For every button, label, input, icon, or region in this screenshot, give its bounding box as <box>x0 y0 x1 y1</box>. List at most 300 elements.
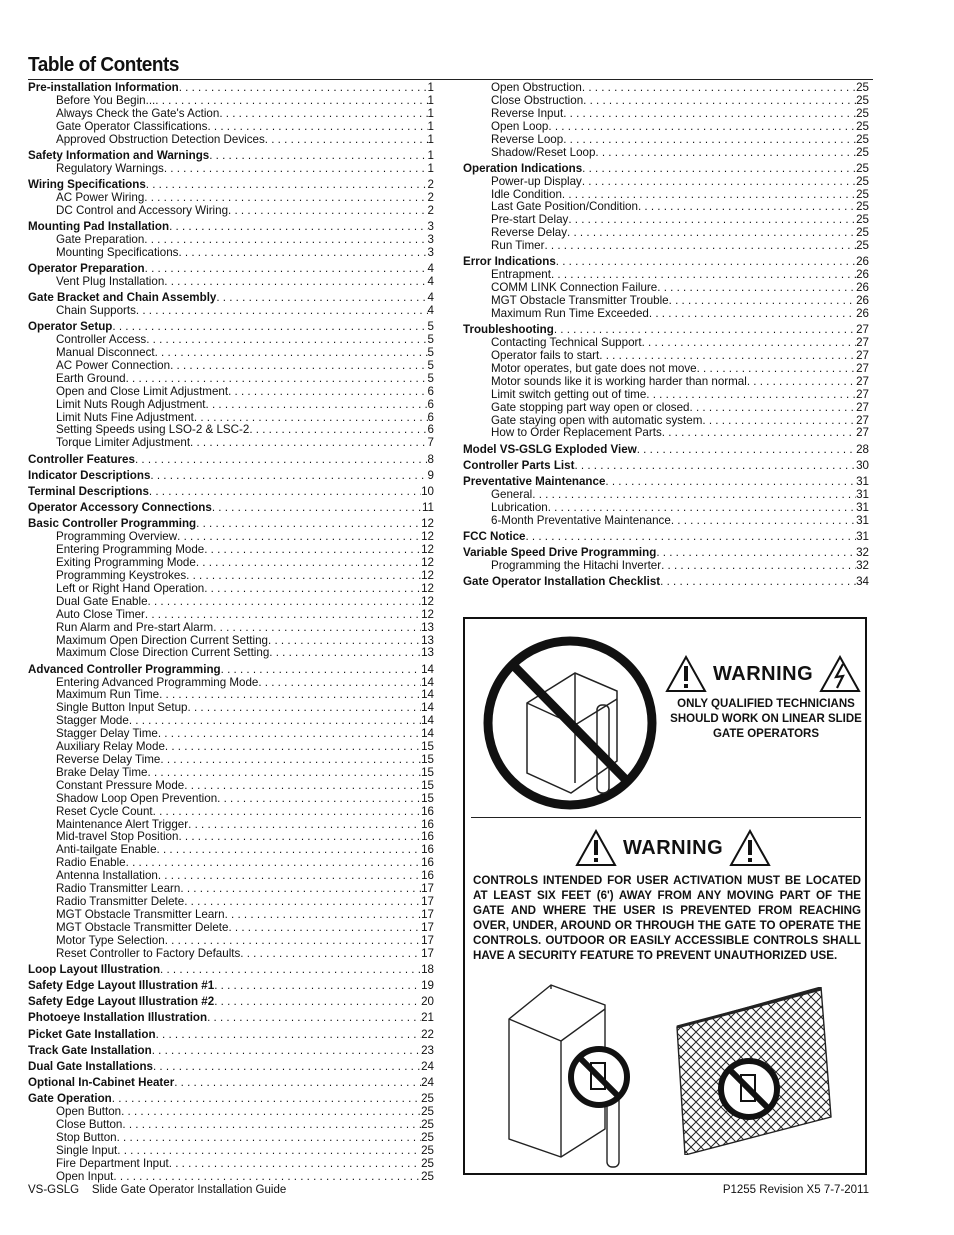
toc-entry-title: Radio Transmitter Learn <box>56 883 181 896</box>
toc-section-heading[interactable] <box>28 1061 434 1074</box>
toc-subentry[interactable] <box>28 108 434 121</box>
warning-word: WARNING <box>623 836 724 859</box>
toc-entry-title: Maximum Run Time <box>56 689 160 702</box>
toc-subentry[interactable] <box>463 337 869 350</box>
toc-leader-dots <box>567 227 856 240</box>
toc-section-heading[interactable] <box>28 454 434 467</box>
toc-leader-dots <box>152 1045 421 1058</box>
toc-subentry[interactable] <box>28 205 434 218</box>
toc-leader-dots <box>156 1029 422 1042</box>
toc-leader-dots <box>574 460 856 473</box>
toc-leader-dots <box>525 531 856 544</box>
toc-subentry[interactable] <box>28 192 434 205</box>
toc-page-number: 15 <box>421 741 434 754</box>
toc-leader-dots <box>126 857 421 870</box>
toc-subentry[interactable] <box>28 909 434 922</box>
toc-subentry[interactable] <box>28 247 434 260</box>
toc-page-number: 17 <box>421 947 434 960</box>
toc-subentry[interactable] <box>28 1132 434 1145</box>
toc-section-heading[interactable] <box>463 547 869 560</box>
toc-subentry[interactable] <box>463 415 869 428</box>
toc-subentry[interactable] <box>28 276 434 289</box>
toc-subentry[interactable] <box>463 402 869 415</box>
toc-leader-dots <box>149 486 421 499</box>
toc-entry-title: Gate Operator Classifications <box>56 120 208 133</box>
toc-section-heading[interactable] <box>28 1077 434 1090</box>
toc-page-number: 21 <box>421 1012 434 1025</box>
toc-subentry[interactable] <box>463 134 869 147</box>
toc-subentry[interactable] <box>28 780 434 793</box>
toc-entry-title: Preventative Maintenance <box>463 476 606 489</box>
toc-leader-dots <box>150 470 427 483</box>
toc-page-number: 2 <box>427 204 434 217</box>
toc-leader-dots <box>155 95 427 108</box>
toc-leader-dots <box>126 373 428 386</box>
toc-page-number: 4 <box>427 292 434 305</box>
toc-subentry[interactable] <box>28 412 434 425</box>
toc-leader-dots <box>144 192 427 205</box>
toc-page-number: 1 <box>427 149 434 162</box>
toc-page-number: 4 <box>427 262 434 275</box>
toc-subentry[interactable] <box>463 95 869 108</box>
toc-entry-title: Maximum Close Direction Current Setting <box>56 647 270 660</box>
toc-page-number: 14 <box>421 728 434 741</box>
toc-entry-title: Maximum Run Time Exceeded <box>491 308 649 320</box>
toc-entry-title: Mid-travel Stop Position <box>56 831 179 844</box>
toc-leader-dots <box>551 269 856 282</box>
toc-entry-title: Antenna Installation <box>56 870 158 883</box>
toc-subentry[interactable] <box>463 121 869 134</box>
toc-section-heading[interactable] <box>463 576 869 589</box>
toc-entry-title: Auxiliary Relay Mode <box>56 741 165 754</box>
toc-section-heading[interactable] <box>28 263 434 276</box>
toc-section-heading[interactable] <box>28 82 434 95</box>
toc-entry-title: Error Indications <box>463 256 556 269</box>
toc-section-heading[interactable] <box>28 964 434 977</box>
toc-page-number: 26 <box>856 308 869 320</box>
toc-subentry[interactable] <box>28 570 434 583</box>
toc-subentry[interactable] <box>28 95 434 108</box>
toc-subentry[interactable] <box>28 596 434 609</box>
toc-subentry[interactable] <box>28 767 434 780</box>
toc-section-heading[interactable] <box>28 470 434 483</box>
toc-section-heading[interactable] <box>28 664 434 677</box>
toc-page-number: 25 <box>421 1132 434 1145</box>
toc-leader-dots <box>165 741 421 754</box>
toc-page-number: 13 <box>421 647 434 660</box>
toc-section-heading[interactable] <box>463 444 869 457</box>
toc-section-heading[interactable] <box>28 996 434 1009</box>
toc-subentry[interactable] <box>463 240 869 253</box>
toc-section-heading[interactable] <box>463 460 869 473</box>
toc-page-number: 1 <box>427 82 434 94</box>
toc-page-number: 12 <box>421 531 434 544</box>
toc-leader-dots <box>662 427 856 440</box>
toc-section-heading[interactable] <box>463 324 869 337</box>
toc-entry-title: Troubleshooting <box>463 324 554 337</box>
toc-page-number: 25 <box>856 188 869 201</box>
toc-leader-dots <box>146 179 428 192</box>
toc-page-number: 15 <box>421 753 434 766</box>
toc-leader-dots <box>582 82 856 95</box>
toc-entry-title: Terminal Descriptions <box>28 485 149 498</box>
toc-leader-dots <box>146 334 427 347</box>
toc-subentry[interactable] <box>28 544 434 557</box>
toc-entry-title: Operator Setup <box>28 321 113 334</box>
toc-subentry[interactable] <box>463 363 869 376</box>
toc-page-number: 1 <box>427 120 434 133</box>
toc-page-number: 4 <box>427 304 434 317</box>
toc-section-heading[interactable] <box>28 1029 434 1042</box>
toc-subentry[interactable] <box>463 308 869 321</box>
toc-section-heading[interactable] <box>28 321 434 334</box>
page-title: Table of Contents <box>28 54 179 76</box>
toc-page-number: 1 <box>427 133 434 146</box>
toc-subentry[interactable] <box>28 121 434 134</box>
warning-header-1 <box>665 655 861 693</box>
toc-subentry[interactable] <box>28 437 434 450</box>
toc-page-number: 1 <box>427 162 434 175</box>
toc-section-heading[interactable] <box>28 502 434 515</box>
toc-entry-title: Programming Keystrokes <box>56 569 187 582</box>
toc-subentry[interactable] <box>463 427 869 440</box>
toc-page-number: 25 <box>856 175 869 188</box>
toc-page-number: 6 <box>427 398 434 411</box>
toc-subentry[interactable] <box>28 234 434 247</box>
toc-section-heading[interactable] <box>28 221 434 234</box>
toc-page-number: 19 <box>421 979 434 992</box>
toc-entry-title: Open Obstruction <box>491 82 582 94</box>
toc-page-number: 34 <box>856 576 869 589</box>
toc-page-number: 25 <box>856 120 869 133</box>
toc-subentry[interactable] <box>28 806 434 819</box>
toc-subentry[interactable] <box>463 350 869 363</box>
toc-leader-dots <box>225 909 421 922</box>
toc-subentry[interactable] <box>28 754 434 767</box>
toc-entry-title: Entering Advanced Programming Mode <box>56 676 259 689</box>
toc-entry-title: Shadow Loop Open Prevention <box>56 792 218 805</box>
toc-entry-title: Motor sounds like it is working harder than normal <box>491 375 747 388</box>
toc-subentry[interactable] <box>28 1171 434 1184</box>
toc-page-number: 17 <box>421 934 434 947</box>
toc-subentry[interactable] <box>28 728 434 741</box>
toc-leader-dots <box>661 560 856 573</box>
toc-page-number: 25 <box>856 240 869 253</box>
toc-leader-dots <box>217 793 421 806</box>
toc-entry-title: Controller Parts List <box>463 459 575 472</box>
toc-leader-dots <box>697 363 857 376</box>
toc-entry-title: AC Power Connection <box>56 359 171 372</box>
toc-page-number: 25 <box>421 1093 434 1106</box>
toc-entry-title: Mounting Pad Installation <box>28 220 170 233</box>
toc-section-heading[interactable] <box>28 1012 434 1025</box>
toc-entry-title: Gate Preparation <box>56 233 145 246</box>
toc-subentry[interactable] <box>28 1158 434 1171</box>
toc-subentry[interactable] <box>28 935 434 948</box>
toc-page-number: 12 <box>421 557 434 570</box>
toc-leader-dots <box>135 454 428 467</box>
toc-entry-title: Radio Transmitter Delete <box>56 895 185 908</box>
toc-leader-dots <box>599 350 856 363</box>
toc-subentry[interactable] <box>28 1119 434 1132</box>
toc-entry-title: Limit Nuts Rough Adjustment <box>56 398 206 411</box>
toc-leader-dots <box>669 295 856 308</box>
toc-section-heading[interactable] <box>28 1045 434 1058</box>
toc-subentry[interactable] <box>28 347 434 360</box>
toc-subentry[interactable] <box>28 424 434 437</box>
toc-subentry[interactable] <box>28 870 434 883</box>
toc-subentry[interactable] <box>28 635 434 648</box>
toc-entry-title: General <box>491 488 533 501</box>
toc-page-number: 28 <box>856 443 869 456</box>
toc-entry-title: DC Control and Accessory Wiring <box>56 204 229 217</box>
toc-page-number: 17 <box>421 883 434 896</box>
toc-entry-title: Open and Close Limit Adjustment <box>56 385 229 398</box>
toc-subentry[interactable] <box>28 831 434 844</box>
toc-entry-title: 6-Month Preventative Maintenance <box>491 514 671 527</box>
footer-right: P1255 Revision X5 7-7-2011 <box>722 1184 869 1196</box>
toc-entry-title: Limit switch getting out of time <box>491 388 647 401</box>
toc-entry-title: Close Button <box>56 1119 123 1132</box>
toc-entry-title: Indicator Descriptions <box>28 469 151 482</box>
toc-leader-dots <box>228 386 427 399</box>
toc-page-number: 25 <box>856 133 869 146</box>
toc-subentry[interactable] <box>463 502 869 515</box>
toc-entry-title: Model VS-GSLG Exploded View <box>463 443 637 456</box>
toc-section-heading[interactable] <box>463 531 869 544</box>
toc-page-number: 24 <box>421 1077 434 1090</box>
warning-divider <box>471 817 861 818</box>
toc-entry-title: Maximum Open Direction Current Setting <box>56 634 268 647</box>
toc-leader-dots <box>240 948 421 961</box>
toc-leader-dots <box>646 389 856 402</box>
toc-subentry[interactable] <box>28 134 434 147</box>
toc-subentry[interactable] <box>28 857 434 870</box>
toc-section-heading[interactable] <box>28 179 434 192</box>
toc-section-heading[interactable] <box>28 486 434 499</box>
toc-entry-title: Chain Supports <box>56 304 136 317</box>
toc-page-number: 25 <box>421 1119 434 1132</box>
toc-entry-title: Programming Overview <box>56 531 178 544</box>
toc-leader-dots <box>657 282 856 295</box>
toc-entry-title: Controller Features <box>28 453 135 466</box>
toc-leader-dots <box>148 596 422 609</box>
toc-page-number: 3 <box>427 220 434 233</box>
toc-page-number: 16 <box>421 818 434 831</box>
toc-page-number: 17 <box>421 908 434 921</box>
toc-leader-dots <box>155 347 428 360</box>
warning-text-1: ONLY QUALIFIED TECHNICIANS SHOULD WORK ON LINEAR SLIDE GATE OPERATORS <box>670 698 862 740</box>
toc-subentry[interactable] <box>28 883 434 896</box>
toc-subentry[interactable] <box>28 334 434 347</box>
toc-page-number: 31 <box>856 501 869 514</box>
toc-subentry[interactable] <box>463 147 869 160</box>
toc-page-number: 31 <box>856 530 869 543</box>
toc-entry-title: Reverse Input <box>491 107 564 120</box>
toc-section-heading[interactable] <box>28 518 434 531</box>
toc-entry-title: Operation Indications <box>463 162 583 175</box>
toc-subentry[interactable] <box>28 531 434 544</box>
toc-page-number: 4 <box>427 275 434 288</box>
toc-subentry[interactable] <box>463 269 869 282</box>
toc-page-number: 15 <box>421 779 434 792</box>
toc-subentry[interactable] <box>28 793 434 806</box>
toc-subentry[interactable] <box>28 819 434 832</box>
toc-leader-dots <box>595 147 856 160</box>
toc-leader-dots <box>169 1158 421 1171</box>
toc-entry-title: Stop Button <box>56 1132 117 1145</box>
toc-page-number: 9 <box>427 469 434 482</box>
toc-entry-title: Programming the Hitachi Inverter <box>491 560 662 573</box>
toc-section-heading[interactable] <box>28 1093 434 1106</box>
toc-subentry[interactable] <box>28 702 434 715</box>
toc-subentry[interactable] <box>28 163 434 176</box>
toc-entry-title: Maintenance Alert Trigger <box>56 818 189 831</box>
toc-subentry[interactable] <box>28 896 434 909</box>
warning-triangle-icon <box>665 655 707 693</box>
toc-entry-title: Approved Obstruction Detection Devices <box>56 133 265 146</box>
toc-subentry[interactable] <box>28 622 434 635</box>
toc-page-number: 2 <box>427 191 434 204</box>
toc-entry-title: Entrapment <box>491 269 551 282</box>
toc-subentry[interactable] <box>28 360 434 373</box>
toc-subentry[interactable] <box>463 176 869 189</box>
toc-page-number: 27 <box>856 414 869 427</box>
toc-page-number: 25 <box>421 1157 434 1170</box>
toc-leader-dots <box>177 531 421 544</box>
toc-entry-title: Gate Bracket and Chain Assembly <box>28 292 217 305</box>
toc-leader-dots <box>190 437 428 450</box>
toc-section-heading[interactable] <box>28 292 434 305</box>
toc-leader-dots <box>194 412 428 425</box>
toc-section-heading[interactable] <box>463 163 869 176</box>
toc-page-number: 17 <box>421 895 434 908</box>
toc-subentry[interactable] <box>463 282 869 295</box>
toc-subentry[interactable] <box>28 609 434 622</box>
toc-subentry[interactable] <box>28 373 434 386</box>
toc-section-heading[interactable] <box>463 256 869 269</box>
toc-subentry[interactable] <box>463 376 869 389</box>
toc-leader-dots <box>144 234 427 247</box>
toc-leader-dots <box>605 476 856 489</box>
toc-entry-title: Reset Controller to Factory Defaults <box>56 947 241 960</box>
toc-leader-dots <box>660 576 856 589</box>
toc-subentry[interactable] <box>28 583 434 596</box>
toc-subentry[interactable] <box>28 741 434 754</box>
toc-subentry[interactable] <box>463 227 869 240</box>
toc-leader-dots <box>157 844 422 857</box>
toc-leader-dots <box>554 324 856 337</box>
toc-leader-dots <box>178 831 421 844</box>
toc-leader-dots <box>249 424 427 437</box>
toc-page-number: 27 <box>856 401 869 414</box>
toc-page-number: 5 <box>427 347 434 359</box>
toc-subentry[interactable] <box>463 389 869 402</box>
toc-leader-dots <box>179 82 428 95</box>
toc-subentry[interactable] <box>463 189 869 202</box>
toc-page-number: 25 <box>856 162 869 175</box>
toc-leader-dots <box>159 689 421 702</box>
toc-entry-title: COMM LINK Connection Failure <box>491 282 658 295</box>
toc-leader-dots <box>180 883 421 896</box>
toc-page-number: 12 <box>421 544 434 557</box>
toc-subentry[interactable] <box>28 677 434 690</box>
toc-leader-dots <box>207 121 427 134</box>
toc-entry-title: Setting Speeds using LSO-2 & LSC-2 <box>56 424 250 437</box>
toc-leader-dots <box>582 163 856 176</box>
title-rule <box>28 79 873 80</box>
toc-subentry[interactable] <box>463 515 869 528</box>
toc-page-number: 27 <box>856 362 869 375</box>
toc-subentry[interactable] <box>28 689 434 702</box>
toc-subentry[interactable] <box>28 647 434 660</box>
toc-leader-dots <box>228 922 421 935</box>
toc-leader-dots <box>209 150 427 163</box>
toc-entry-title: Reverse Delay Time <box>56 753 161 766</box>
toc-subentry[interactable] <box>463 108 869 121</box>
toc-entry-title: Open Button <box>56 1106 122 1119</box>
toc-entry-title: Picket Gate Installation <box>28 1028 156 1041</box>
toc-page-number: 25 <box>856 214 869 227</box>
toc-entry-title: Vent Plug Installation <box>56 275 165 288</box>
toc-entry-title: How to Order Replacement Parts <box>491 427 662 440</box>
toc-subentry[interactable] <box>463 82 869 95</box>
toc-entry-title: AC Power Wiring <box>56 191 145 204</box>
toc-subentry[interactable] <box>28 715 434 728</box>
toc-section-heading[interactable] <box>28 980 434 993</box>
toc-subentry[interactable] <box>28 386 434 399</box>
toc-leader-dots <box>656 547 856 560</box>
toc-subentry[interactable] <box>463 489 869 502</box>
toc-subentry[interactable] <box>28 557 434 570</box>
toc-subentry[interactable] <box>463 295 869 308</box>
toc-page-number: 24 <box>421 1060 434 1073</box>
toc-entry-title: Pre-start Delay <box>491 214 569 227</box>
toc-leader-dots <box>219 108 427 121</box>
toc-subentry[interactable] <box>28 922 434 935</box>
toc-subentry[interactable] <box>28 399 434 412</box>
toc-entry-title: Manual Disconnect <box>56 347 155 359</box>
toc-page-number: 26 <box>856 282 869 295</box>
toc-subentry[interactable] <box>28 305 434 318</box>
toc-subentry[interactable] <box>28 948 434 961</box>
toc-leader-dots <box>184 780 421 793</box>
toc-section-heading[interactable] <box>28 150 434 163</box>
toc-entry-title: MGT Obstacle Transmitter Trouble <box>491 295 669 308</box>
toc-leader-dots <box>221 664 421 677</box>
toc-page-number: 14 <box>421 689 434 702</box>
toc-subentry[interactable] <box>463 214 869 227</box>
toc-entry-title: Safety Edge Layout Illustration #2 <box>28 996 215 1009</box>
toc-subentry[interactable] <box>28 1106 434 1119</box>
toc-subentry[interactable] <box>463 201 869 214</box>
toc-page-number: 12 <box>421 608 434 621</box>
toc-page-number: 27 <box>856 324 869 337</box>
toc-section-heading[interactable] <box>463 476 869 489</box>
toc-page-number: 27 <box>856 337 869 350</box>
toc-page-number: 25 <box>421 1145 434 1158</box>
toc-subentry[interactable] <box>463 560 869 573</box>
toc-leader-dots <box>268 635 421 648</box>
toc-leader-dots <box>160 964 421 977</box>
toc-page-number: 20 <box>421 996 434 1009</box>
toc-entry-title: Safety Information and Warnings <box>28 149 210 162</box>
toc-subentry[interactable] <box>28 844 434 857</box>
toc-entry-title: Gate staying open with automatic system <box>491 414 703 427</box>
toc-page-number: 31 <box>856 476 869 489</box>
toc-page-number: 16 <box>421 831 434 844</box>
toc-subentry[interactable] <box>28 1145 434 1158</box>
